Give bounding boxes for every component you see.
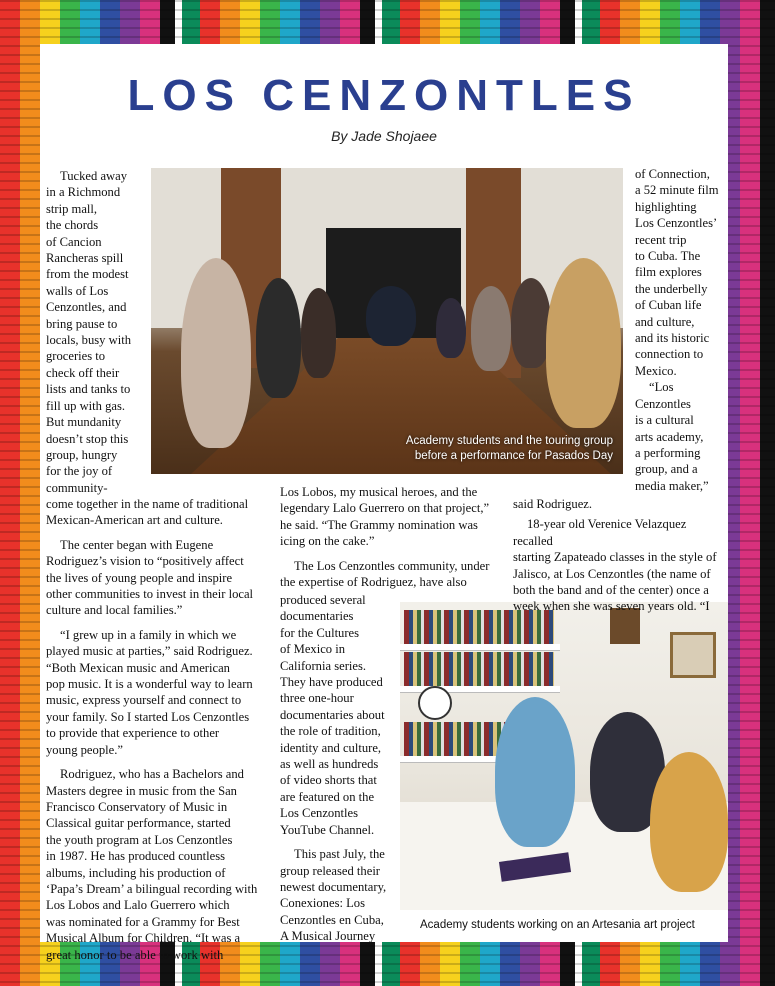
line: bring pause to (46, 316, 118, 331)
line: for the joy of (46, 464, 113, 479)
col1-narrow-text (46, 168, 146, 496)
line: Tucked away (60, 169, 128, 183)
line: group, hungry (46, 447, 118, 462)
magazine-page (40, 44, 728, 962)
photo1-caption: Academy students and the touring group before a performance for Pasados Day (405, 435, 613, 462)
photo-artesania-project (400, 602, 728, 910)
col2-narrow-text: produced several documentaries for the Cultures of Mexico in California series. They have produced three one-hour documentaries about the role of tradition, identity and culture, as well as hundreds of video shorts that are featured on the Los Cenzontles YouTube Channel. This past July, the group released their newest documentary, Conexiones: Los Cenzontles en Cuba, A Musical Journey (280, 593, 387, 944)
photo-students-touring-group (151, 168, 623, 474)
line: Rancheras spill (46, 251, 124, 266)
line: Cenzontles, and (46, 300, 127, 315)
line: doesn’t stop this (46, 431, 129, 446)
line: locals, busy with (46, 333, 132, 348)
line: community- (46, 480, 108, 495)
col2-text: Los Lobos, my musical heroes, and the legendary Lalo Guerrero on that project,” he said. “The Grammy nomination was icing on the cake.” The Los Cenzontles community, under the expertise of Rodriguez, have also (280, 485, 490, 590)
photo2-caption: Academy students working on an Artesania art project (420, 919, 695, 931)
line: strip mall, (46, 201, 98, 216)
line: But mundanity (46, 415, 122, 430)
line: from the modest (46, 267, 129, 282)
line: check off their (46, 365, 120, 380)
line: in a Richmond (46, 185, 121, 200)
line: lists and tanks to (46, 382, 131, 397)
col3-narrow-text: of Connection, a 52 minute film highlighting Los Cenzontles’ recent trip to Cuba. The film explores the underbelly of Cuban life and culture, and its historic connection to Mexico. “Los Cenzontles is a cultural arts academy, a performing group, and a media maker,” (635, 167, 719, 493)
line: fill up with gas. (46, 398, 126, 413)
article-byline: By Jade Shojaee (331, 128, 437, 144)
col1-wide-text: come together in the name of traditional Mexican-American art and culture. The center began with Eugene Rodriguez’s vision to “positively affect the lives of young people and inspire other communities to invest in their local culture and local families.” “I grew up in a family in which we played music at parties,” said Rodriguez. “Both Mexican music and American pop music. It is a wonderful way to learn music, express yourself and connect to your family. So I started Los Cenzontles to provide that experience to other young people.” Rodriguez, who has a Bachelors and Masters degree in music from the San Francisco Conservatory of Music in Classical guitar performance, started the youth program at Los Cenzontles in 1987. He has produced countless albums, including his production of ‘Papa’s Dream’ a bilingual recording with Los Lobos and Lalo Guerrero which was nominated for a Grammy for Best Musical Album for Children. “It was a great honor to be able to work with (46, 497, 258, 962)
line: walls of Los (46, 283, 109, 298)
clock-icon (418, 686, 452, 720)
line: the chords (46, 218, 99, 233)
article-title: LOS CENZONTLES (127, 71, 641, 120)
line: of Cancion (46, 234, 102, 249)
col3-wide-text: said Rodriguez. 18-year old Verenice Velazquez recalled starting Zapateado classes in the style of Jalisco, at Los Cenzontles (the name of both the band and of the center) once a week when she was seven years old. “I (513, 497, 717, 614)
line: groceries to (46, 349, 106, 364)
